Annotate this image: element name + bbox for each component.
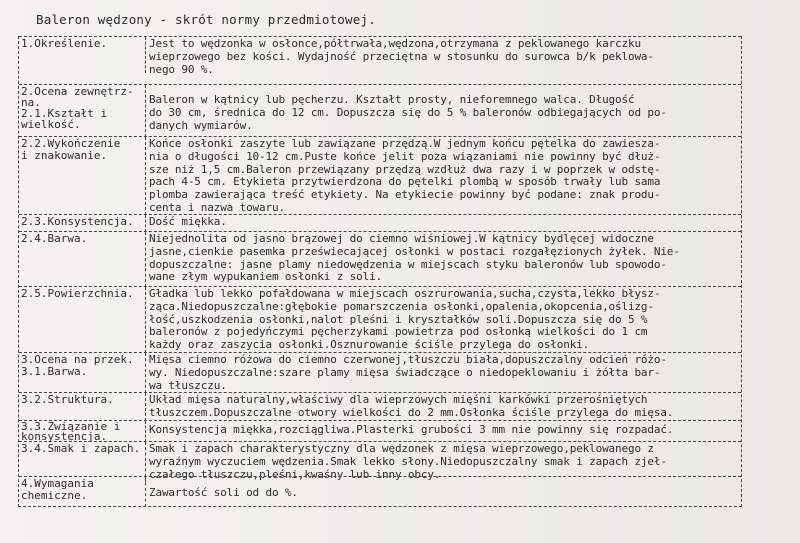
column-divider [145,353,146,393]
table-row [19,286,741,353]
row-text: Baleron w kątnicy lub pęcherzu. Kształt prosty, nieforemnego walca. Długość do 30 cm, średnica do 12 cm. Dopuszcza się do 5 % baleronów odbiegających od po- danych wymiarów. [149,94,667,132]
row-label: 4.Wymagania chemiczne. [21,478,94,502]
row-label: 3.4.Smak i zapach. [21,443,141,455]
row-text: Mięsa ciemno różowa do ciemno czerwonej,tłuszczu biała,dopuszczalny odcień różo- wy. Niedopuszczalne:szare plamy mięsa świadczące o niedopeklowaniu i żółta bar- wa tłuszczu. [149,354,667,392]
table-row [19,214,741,232]
table-row [19,420,741,442]
row-label: 2.2.Wykończenie i znakowanie. [21,138,121,162]
row-text: Gładka lub lekko pofałdowana w miejscach oszrurowania,sucha,czysta,lekko błysz- ząca.Niedopuszczalne:głębokie pomarszczenia osłonki,opalenia,okopcenia,oślizg- łość,uszkodzenia osłonki,nalot pleśni i kryształków soli.Dopuszcza się do 5 % baleronów z pojedyńczymi pęcherzykami powietrza pod osłonką wielkości do 1 cm każdy oraz zaszycia osłonki.Osznurowanie ściśle przylega do osłonki. [149,288,661,352]
row-label: 3.3.Związanie i konsystencja. [21,422,121,442]
column-divider [145,287,146,353]
column-divider [145,232,146,287]
row-text: Smak i zapach charakterystyczny dla wędzonek z mięsa wieprzowego,peklowanego z wyraźnym wyczuciem wędzenia.Smak lekko słony.Niedopuszczalny smak i zapach zjeł- czałego tłuszczu,pleśni,kwaśny lub inny obcy. [149,443,667,481]
document-title: Baleron wędzony - skrót normy przedmiotowej. [36,12,376,27]
row-label: 3.2.Struktura. [21,394,114,406]
table-row [19,352,741,393]
row-label: 3.Ocena na przek. 3.1.Barwa. [21,354,134,378]
column-divider [145,393,146,421]
row-text: Układ mięsa naturalny,właściwy dla wieprzowych mięśni karkówki przerośniętych tłuszczem.Dopuszczalne otwory wielkości do 2 mm.Osłonka ściśle przylega do mięsa. [149,394,674,419]
row-text: Dość miękka. [149,216,227,228]
row-label: 2.Ocena zewnętrz- na. 2.1.Kształt i wielkość. [21,86,134,130]
row-text: Jest to wędzonka w osłonce,półtrwała,wędzona,otrzymana z peklowanego karczku wieprzowego bez kości. Wydajność przeciętna w stosunku do surowca b/k peklowa- nego 90 %. [149,38,654,76]
table-row [19,231,741,287]
row-label: 2.5.Powierzchnia. [21,288,134,300]
row-label: 1.Określenie. [21,38,108,50]
norm-table [18,36,742,507]
column-divider [145,85,146,137]
column-divider [145,477,146,507]
table-row [19,84,741,137]
row-text: Zawartość soli od do %. [149,487,298,499]
table-row [19,136,741,215]
row-text: Konsystencja miękka,rozciągliwa.Plasterki grubości 3 mm nie powinny się rozpadać. [149,424,674,436]
row-text: Końce osłonki zaszyte lub zawiązane przędzą.W jednym końcu pętelka do zawiesza- nia o długości 10-12 cm.Puste końce jelit poza wiązaniami nie powinny być dłuż- sze niż 1,5 cm.Baleron przewiązany przędzą wzdłuż dwa razy i w poprzek w odstę- pach 4-5 cm. Etykieta przytwierdzona do pętelki plombą w sposób trwały lub sama plomba zawierająca treść etykiety. Na etykiecie powinny być podane: znak produ- centa i nazwa towaru. [149,138,661,214]
table-row [19,476,741,507]
column-divider [145,137,146,215]
row-label: 2.3.Konsystencja. [21,216,134,228]
column-divider [145,37,146,73]
table-row [19,392,741,421]
column-divider [145,215,146,232]
table-row [19,36,741,76]
column-divider [145,421,146,442]
row-label: 2.4.Barwa. [21,233,88,245]
row-text: Niejednolita od jasno brązowej do ciemno wiśniowej.W kątnicy bydlęcej widoczne jasne,cienkie pasemka przeświecającej osłonki w postaci rozgałęzionych żyłek. Nie- dopuszczalne: jasne plamy niedowędzenia w miejscach styku baleronów lub spowodo- wane złym wypukaniem osłonki z soli. [149,233,680,284]
